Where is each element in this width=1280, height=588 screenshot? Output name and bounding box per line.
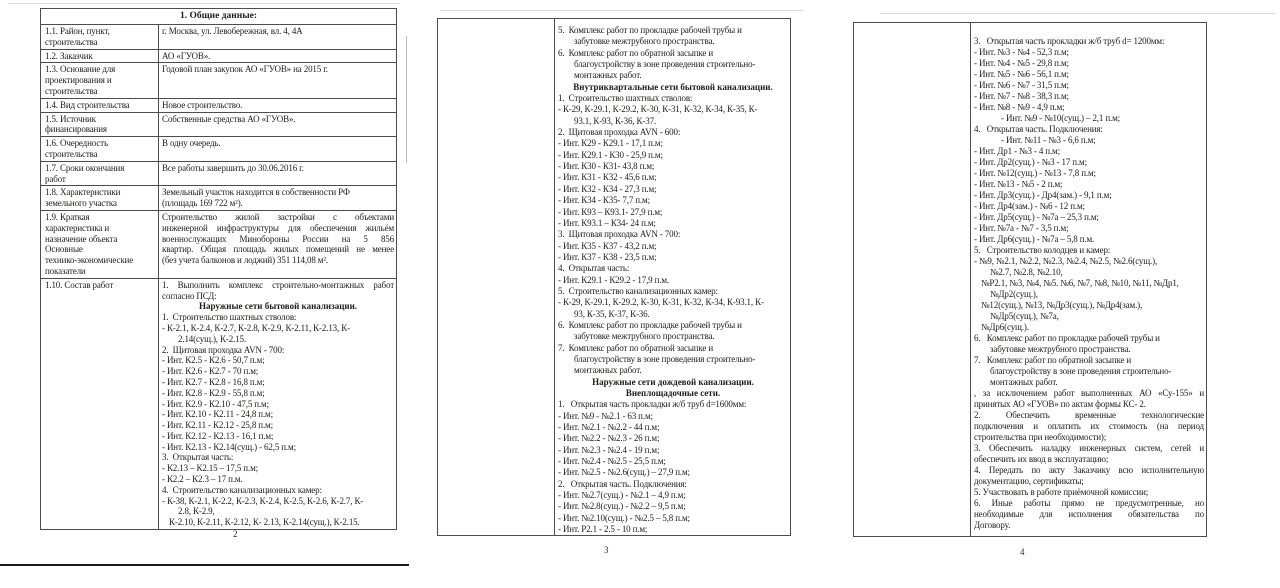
text-line: - Инт. Др6(сущ.) - №7а – 5,8 п.м.	[974, 234, 1095, 244]
row-value	[159, 162, 396, 186]
text-line: Основные	[45, 244, 83, 255]
table-row	[41, 62, 396, 97]
text-line: Строительство жилой застройки с объектами	[162, 211, 394, 222]
text-line: №12(сущ.), №13, №Др3(сущ.), №Др4(зам.),	[981, 300, 1143, 310]
text-line: 3. Щитовая проходка AVN - 700:	[558, 229, 681, 240]
text-line: 4. Открытая часть:	[558, 263, 630, 274]
text-line: 1.6. Очередность	[45, 138, 108, 149]
text-line: монтажных работ.	[990, 377, 1058, 387]
next-sheet-top-border	[0, 564, 409, 566]
text-line: строительства	[45, 85, 98, 96]
page-top-edge-artifact	[440, 10, 803, 11]
text-line: работ	[45, 173, 66, 184]
text-line: Все работы завершить до 30.06.2016 г.	[162, 162, 304, 173]
text-line: 5. Участвовать в работе приёмочной комиссии;	[974, 487, 1149, 497]
text-line: характеристика и	[45, 222, 110, 233]
text-line: 6. Комплекс работ по обратной засыпке и	[558, 47, 714, 58]
works-text-column	[555, 19, 790, 535]
text-line: 1. Строительство шахтных стволов:	[162, 312, 297, 323]
works-table-continuation	[437, 18, 791, 536]
table-row	[41, 98, 396, 112]
text-line: подключения и оплатить их стоимость (на период	[974, 421, 1204, 431]
text-line: - Инт. К29 - К29.1 - 17,1 п.м;	[558, 138, 663, 149]
text-line: - Инт. К2.6 - К2.7 - 70 п.м;	[162, 366, 259, 377]
text-line: забутовке межтрубного пространства.	[990, 344, 1131, 354]
text-line: 2.14(сущ.), К-2.15.	[178, 333, 246, 344]
table-row	[41, 185, 396, 210]
text-line: земельного участка	[45, 198, 117, 209]
text-line: 3. Открытая часть:	[162, 452, 234, 463]
text-line: военнослужащих Минобороны России на 5 856	[162, 233, 394, 244]
text-line: - К2.2 – К2.3 – 17 п.м.	[162, 474, 243, 485]
text-line: - Инт. №2.5 - №2.6(сущ.) – 27,9 п.м;	[558, 467, 690, 478]
table-row	[41, 112, 396, 137]
text-line: обеспечить их ввод в эксплуатацию;	[974, 454, 1109, 464]
text-line: Новое строительство.	[162, 99, 243, 110]
text-line: Договору.	[974, 520, 1011, 530]
text-line: 4. Строительство канализационных камер:	[162, 484, 322, 495]
text-line: 2. Открытая часть. Подключения:	[558, 478, 687, 489]
text-line: 1.4. Вид строительства	[45, 99, 130, 110]
text-line: - Инт. К2.8 - К2.9 - 55,8 п.м;	[162, 387, 265, 398]
text-line: №Др5(сущ.), №7а,	[990, 311, 1059, 321]
text-line: №Р2.1, №3, №4, №5. №6, №7, №8, №10, №11, №Др1,	[981, 278, 1179, 288]
text-line: согласно ПСД:	[162, 290, 217, 301]
text-line: благоустройству в зоне проведения строительно-	[574, 353, 756, 364]
text-line: - Инт. №13 - №5 - 2 п.м;	[974, 179, 1063, 189]
text-line: - Инт. К31 - К32 - 45,6 п.м;	[558, 172, 657, 183]
text-line: - Инт. №2.8(сущ.) - №2.2 – 9,5 п.м;	[558, 501, 686, 512]
text-line: - Инт. №2.10(сущ.) - №2.5 – 5,8 п.м;	[558, 512, 690, 523]
text-line: 3. Обеспечить наладку инженерных систем, сетей и	[974, 443, 1204, 453]
text-line: необходимые для исполнения обязательства по	[974, 509, 1204, 519]
text-line: Земельный участок находится в собственности РФ	[162, 187, 350, 198]
text-line: №2.7, №2.8, №2.10,	[990, 267, 1063, 277]
text-line: - Инт. №9 - №2.1 - 63 п.м;	[558, 410, 653, 421]
text-line: - Инт. №2.1 - №2.2 - 44 п.м;	[558, 422, 660, 433]
text-line: Наружные сети бытовой канализации.	[198, 301, 358, 312]
table-row	[41, 49, 396, 63]
row-label	[41, 63, 159, 97]
text-line: 2.8, К-2.9,	[178, 506, 215, 517]
works-text-column	[971, 23, 1206, 536]
text-line: - Инт. №7а - №7 - 3,5 п.м;	[974, 223, 1069, 233]
text-line: - Инт. Р2.1 - 2.5 - 10 п.м;	[558, 524, 648, 535]
text-line: - Инт. №12(сущ.) - №13 - 7,8 п.м;	[974, 168, 1096, 178]
text-line: 1. Выполнить комплекс строительно-монтажных работ	[162, 279, 394, 290]
page-number-3: 3	[604, 545, 609, 555]
text-line: показатели	[45, 265, 86, 276]
text-line: благоустройству в зоне проведения строительно-	[990, 366, 1172, 376]
empty-label-column	[438, 19, 555, 535]
page-number-4: 4	[1020, 547, 1025, 557]
text-line: Годовой план закупок АО «ГУОВ» на 2015 г.	[162, 64, 328, 75]
text-line: - Инт. №9 - №10(сущ.) – 2,1 п.м;	[1001, 113, 1121, 123]
text-line: Внутриквартальные сети бытовой канализации.	[573, 81, 773, 92]
text-line: 1.3. Основание для	[45, 64, 116, 75]
text-line: 6. Иные работы прямо не предусмотренные, но	[974, 498, 1204, 508]
empty-label-column	[854, 23, 971, 536]
table-row	[41, 136, 396, 161]
page-top-edge-artifact	[8, 3, 400, 4]
text-line: - Инт. К2.7 - К2.8 - 16,8 п.м;	[162, 376, 265, 387]
text-line: - Инт. К32 - К34 - 27,3 п.м;	[558, 183, 657, 194]
text-line: К-2.10, К-2.11, К-2.12, К- 2.13, К-2.14(сущ.), К-2.15.	[169, 517, 360, 528]
text-line: - Инт. К2.12 - К2.13 - 16,1 п.м;	[162, 430, 274, 441]
table-title: 1. Общие данные:	[179, 11, 258, 21]
text-line: монтажных работ.	[574, 365, 642, 376]
text-line: 93, К-35, К-37, К-36.	[574, 308, 650, 319]
row-label	[41, 211, 159, 278]
text-line: - Инт. К2.11 - К2.12 - 25,8 п.м;	[162, 420, 273, 431]
page-number-2: 2	[233, 529, 238, 539]
text-line: - Инт. №2.2 - №2.3 - 26 п.м;	[558, 433, 660, 444]
text-line: технико-экономические	[45, 255, 134, 266]
text-line: 4. Передать по акту Заказчику всю исполнительную	[974, 465, 1204, 475]
text-line: 1.7. Сроки окончания	[45, 162, 125, 173]
text-line: - Инт. №4 - №5 - 29,8 п.м;	[974, 58, 1069, 68]
text-line: - К2.13 – К2.15 – 17,5 п.м;	[162, 463, 258, 474]
text-line: 7. Комплекс работ по обратной засыпке и	[974, 355, 1132, 365]
text-line: 93.1, К-93, К-36, К-37.	[574, 115, 657, 126]
text-line: - Инт. К29.1 - К30 - 25,9 п.м;	[558, 149, 663, 160]
text-line: , за исключением работ выполненных АО «Су-155» и	[974, 388, 1204, 398]
text-line: - Инт. Др2(сущ.) - №3 - 17 п.м;	[974, 157, 1087, 167]
text-line: - Инт. К2.10 - К2.11 - 24,8 п.м;	[162, 409, 273, 420]
row-value	[159, 50, 396, 63]
text-line: - Инт. Др3(сущ.) - Др4(зам.) - 9,1 п.м;	[974, 190, 1112, 200]
text-line: 1.5. Источник	[45, 113, 96, 124]
text-line: забутовке межтрубного пространства.	[574, 331, 715, 342]
text-line: г. Москва, ул. Левобережная, вл. 4, 4А	[162, 26, 303, 36]
text-line: - №9, №2.1, №2.2, №2.3, №2.4, №2.5, №2.6(сущ.),	[974, 256, 1158, 266]
text-line: В одну очередь.	[162, 138, 221, 149]
text-line: - К-29, К-29.1, К-29.2, К-30, К-31, К-32, К-34, К-35, К-	[558, 104, 758, 115]
text-line: - Инт. К2.9 - К2.10 - 47,5 п.м;	[162, 398, 269, 409]
row-value	[159, 137, 396, 161]
text-line: №Др6(сущ.).	[981, 322, 1029, 332]
text-line: 5. Строительство канализационных камер:	[558, 285, 718, 296]
table-row	[41, 161, 396, 186]
row-label	[41, 162, 159, 186]
text-line: - Инт. К2.13 - К2.14(сущ.) - 62,5 п.м;	[162, 441, 296, 452]
text-line: 1. Строительство шахтных стволов:	[558, 93, 693, 104]
works-table-continuation	[853, 22, 1207, 537]
text-line: - Инт. №5 - №6 - 56,1 п.м;	[974, 69, 1069, 79]
row-value	[159, 25, 396, 49]
text-line: - Инт. К29.1 - К29.2 - 17,9 п.м.	[558, 274, 670, 285]
page-top-edge-artifact	[880, 13, 1275, 14]
text-line: 4. Открытая часть. Подключения:	[974, 124, 1103, 134]
text-line: строительства	[45, 148, 98, 159]
text-line: - Инт. К30 - К31- 43,8 п.м;	[558, 161, 655, 172]
text-line: инженерной инфраструктуры для обеспечения жильём	[162, 222, 394, 233]
text-line: №Др2(сущ.),	[990, 289, 1038, 299]
text-line: строительства	[45, 36, 98, 47]
text-line: - Инт. К34 - К35- 7,7 п.м;	[558, 195, 650, 206]
text-line: - Инт. Др1 - №3 - 4 п.м;	[974, 146, 1060, 156]
text-line: - Инт. №3 - №4 - 52,3 п.м;	[974, 47, 1069, 57]
text-line: - Инт. К93 – К93.1- 27,9 п.м;	[558, 206, 663, 217]
text-line: - Инт. №11 - №3 - 6,6 п.м;	[1001, 135, 1096, 145]
row-value	[159, 113, 396, 137]
text-line: - Инт. К2.5 - К2.6 - 50,7 п.м;	[162, 355, 265, 366]
text-line: финансирования	[45, 124, 107, 135]
row-value	[159, 186, 396, 210]
text-line: 2. Щитовая проходка AVN - 700:	[162, 344, 285, 355]
text-line: квартир. Общая площадь жилых помещений не менее	[162, 244, 394, 255]
table-row	[41, 278, 396, 529]
text-line: - Инт. №2.3 - №2.4 - 19 п.м;	[558, 444, 660, 455]
text-line: 6. Комплекс работ по прокладке рабочей трубы и	[974, 333, 1160, 343]
row-value	[159, 279, 396, 529]
text-line: строительства при необходимости);	[974, 432, 1107, 442]
text-line: Собственные средства АО «ГУОВ».	[162, 113, 296, 124]
row-label	[41, 50, 159, 63]
text-line: 7. Комплекс работ по обратной засыпке и	[558, 342, 714, 353]
text-line: монтажных работ.	[574, 70, 642, 81]
text-line: 1.1. Район, пункт,	[45, 26, 110, 36]
row-label	[41, 186, 159, 210]
text-line: 5. Строительство колодцев и камер:	[974, 245, 1111, 255]
text-line: (площадь 169 722 м²).	[162, 198, 243, 209]
text-line: 1. Открытая часть прокладки ж/б труб d=1600мм:	[558, 399, 747, 410]
text-line: Внеплощадочные сети.	[625, 388, 721, 398]
row-label	[41, 99, 159, 112]
text-line: - Инт. К35 - К37 - 43,2 п.м;	[558, 240, 657, 251]
text-line: - Инт. Др5(сущ.) - №7а – 25,3 п.м;	[974, 212, 1099, 222]
text-line: - Инт. Др4(зам.) - №6 - 12 п.м;	[974, 201, 1085, 211]
text-line: - Инт. К93.1 – К34- 24 п.м;	[558, 217, 656, 228]
text-line: 2. Обеспечить временные технологические	[974, 410, 1204, 420]
text-line: 6. Комплекс работ по прокладке рабочей трубы и	[558, 319, 742, 330]
text-line: проектирования и	[45, 75, 112, 86]
text-line: АО «ГУОВ».	[162, 50, 211, 61]
text-line: благоустройству в зоне проведения строительно-	[574, 59, 756, 70]
text-line: назначение объекта	[45, 233, 118, 244]
text-line: - Инт. №2.4 - №2.5 - 25,5 п.м;	[558, 456, 666, 467]
text-line: - К-29, К-29.1, К-29.2, К-30, К-31, К-32, К-34, К-93.1, К-	[558, 297, 764, 308]
text-line: 1.9. Краткая	[45, 211, 90, 222]
page-right-edge-artifact	[406, 36, 407, 163]
text-line: 5. Комплекс работ по прокладке рабочей трубы и	[558, 25, 742, 35]
text-line: - Инт. №8 - №9 - 4,9 п.м;	[974, 102, 1065, 112]
text-line: документацию, сертификаты;	[974, 476, 1084, 486]
text-line: 1.8. Характеристики	[45, 187, 121, 198]
row-value	[159, 211, 396, 278]
row-label	[41, 137, 159, 161]
table-row	[41, 210, 396, 278]
text-line: - Инт. К37 - К38 - 23,5 п.м;	[558, 251, 657, 262]
text-line: 3. Открытая часть прокладки ж/б труб d= 1200мм:	[974, 36, 1165, 46]
text-line: - К-2.1, К-2.4, К-2.7, К-2.8, К-2.9, К-2.11, К-2.13, К-	[162, 322, 350, 333]
text-line: 1.10. Состав работ	[45, 279, 114, 290]
text-line: - Инт. №2.7(сущ.) - №2.1 – 4,9 п.м;	[558, 490, 686, 501]
row-label	[41, 25, 159, 49]
row-value	[159, 63, 396, 97]
text-line: забутовке межтрубного пространства.	[574, 36, 715, 47]
text-line: 2. Щитовая проходка AVN - 600:	[558, 127, 681, 138]
table-row	[41, 24, 396, 49]
text-line: Наружные сети дождевой канализации.	[592, 376, 754, 387]
text-line: 1.2. Заказчик	[45, 50, 93, 61]
text-line: принятых АО «ГУОВ» по актам формы КС- 2.	[974, 399, 1146, 409]
row-label	[41, 113, 159, 137]
text-line: (без учета балконов и лоджий) 351 114,08 м².	[162, 255, 328, 266]
text-line: - Инт. №7 - №8 - 38,3 п.м;	[974, 91, 1069, 101]
row-label	[41, 279, 159, 529]
text-line: - К-38, К-2.1, К-2.2, К-2.3, К-2.4, К-2.5, К-2.6, К-2.7, К-	[162, 495, 364, 506]
general-data-table	[40, 8, 397, 530]
text-line: - Инт. №6 - №7 - 31,5 п.м;	[974, 80, 1069, 90]
row-value	[159, 99, 396, 112]
